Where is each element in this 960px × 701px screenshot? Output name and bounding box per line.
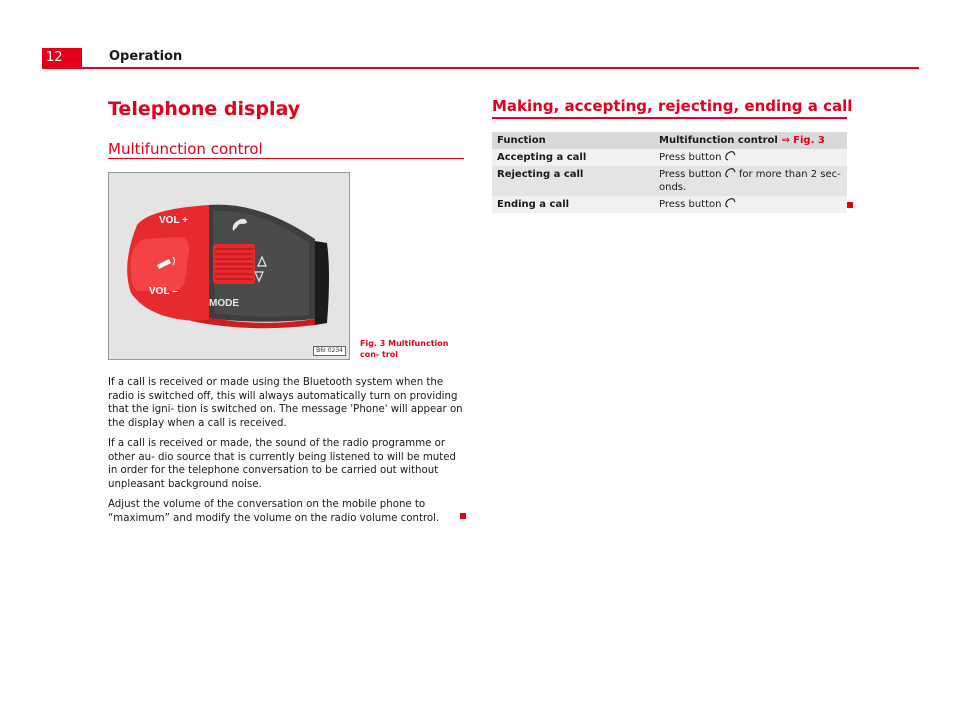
function-cell: Accepting a call — [492, 149, 654, 166]
phone-icon — [725, 151, 736, 161]
vol-plus-label: VOL + — [159, 215, 188, 226]
subsection-rule — [108, 158, 464, 159]
subsection-heading: Multifunction control — [108, 140, 263, 158]
page-number: 12 — [42, 48, 82, 68]
mode-label: MODE — [209, 298, 239, 309]
table-header-row — [492, 132, 847, 149]
steering-column-stalk-illustration — [109, 173, 349, 359]
right-heading: Making, accepting, rejecting, ending a call — [492, 97, 853, 115]
phone-icon — [725, 168, 736, 178]
end-of-section-marker — [460, 513, 466, 519]
header-rule — [42, 67, 919, 69]
column-header-control: Multifunction control ⇒ Fig. 3 — [654, 132, 847, 149]
figure-reference-link[interactable]: ⇒ Fig. 3 — [781, 135, 825, 146]
end-of-section-marker — [847, 202, 853, 208]
control-cell: Press button for more than 2 sec- onds. — [654, 166, 847, 196]
figure-code: B6I 0234 — [313, 346, 346, 356]
vol-minus-label: VOL – — [149, 286, 178, 297]
header-title: Operation — [109, 49, 183, 64]
paragraph: If a call is received or made, the sound of the radio programme or other au- dio source that is currently being listened to will be muted in order for the telephone conversation to be carried out without unpleasant background noise. — [108, 438, 456, 490]
column-header-function: Function — [492, 132, 654, 149]
paragraph: If a call is received or made using the Bluetooth system when the radio is switched off, this will always automatically turn on providing that the igni- tion is switched on. The message 'Phone' will appear on the display when a call is received. — [108, 377, 463, 429]
function-cell: Rejecting a call — [492, 166, 654, 196]
paragraph: Adjust the volume of the conversation on the mobile phone to “maximum” and modify the volume on the radio volume control. — [108, 499, 440, 524]
control-cell: Press button — [654, 196, 847, 213]
control-cell: Press button — [654, 149, 847, 166]
table-row — [492, 166, 847, 196]
figure-caption: Fig. 3 Multifunction con- trol — [360, 339, 449, 359]
function-cell: Ending a call — [492, 196, 654, 213]
right-heading-rule — [492, 117, 847, 119]
table-row — [492, 149, 847, 166]
phone-icon — [725, 198, 736, 208]
section-heading: Telephone display — [108, 98, 301, 120]
multifunction-control-figure — [108, 172, 350, 360]
table-row — [492, 196, 847, 213]
call-functions-table — [492, 132, 847, 213]
